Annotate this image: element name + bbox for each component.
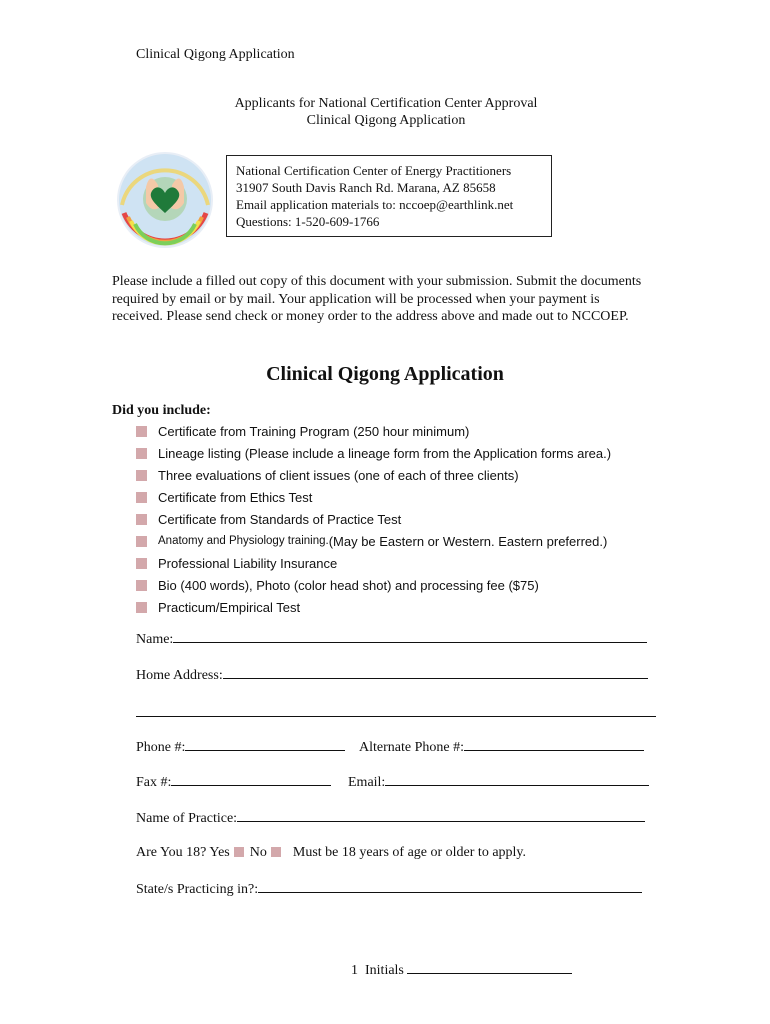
document-header-title: Clinical Qigong Application (136, 47, 295, 62)
age-question: Are You 18? Yes (136, 845, 230, 860)
checklist (136, 421, 611, 618)
center-heading (0, 95, 770, 129)
contact-info-box (226, 155, 552, 237)
address-field (136, 666, 648, 684)
checklist-item[interactable]: Professional Liability Insurance (136, 552, 611, 574)
alt-phone-field (359, 738, 644, 756)
address-input[interactable] (223, 666, 648, 679)
phone-input[interactable] (185, 738, 345, 751)
contact-address: 31907 South Davis Ranch Rd. Marana, AZ 85658 (236, 180, 496, 195)
age-no-label: No (249, 845, 267, 860)
alt-phone-label: Alternate Phone #: (359, 740, 464, 755)
fax-label: Fax #: (136, 775, 172, 790)
checklist-item[interactable]: Bio (400 words), Photo (color head shot) and processing fee ($75) (136, 574, 611, 596)
age-field (136, 845, 526, 861)
checkbox-icon[interactable] (136, 602, 147, 613)
checklist-item[interactable]: Three evaluations of client issues (one of each of three clients) (136, 465, 611, 487)
state-input[interactable] (258, 880, 642, 893)
checkbox-icon[interactable] (136, 580, 147, 591)
checklist-item[interactable]: Certificate from Ethics Test (136, 487, 611, 509)
practice-label: Name of Practice: (136, 811, 238, 826)
email-input[interactable] (385, 773, 649, 786)
no-checkbox[interactable] (271, 847, 281, 857)
email-field (348, 773, 649, 791)
contact-email: Email application materials to: nccoep@earthlink.net (236, 197, 514, 212)
phone-field (136, 738, 345, 756)
address-label: Home Address: (136, 668, 223, 683)
address-input-line2[interactable] (136, 716, 656, 717)
page-footer (351, 961, 572, 979)
initials-input[interactable] (407, 961, 572, 974)
yes-checkbox[interactable] (234, 847, 244, 857)
initials-label: Initials (365, 963, 404, 978)
fax-input[interactable] (171, 773, 331, 786)
checkbox-icon[interactable] (136, 448, 147, 459)
alt-phone-input[interactable] (464, 738, 644, 751)
checklist-item[interactable]: Anatomy and Physiology training. (May be Eastern or Western. Eastern preferred.) (136, 530, 611, 552)
intro-paragraph: Please include a filled out copy of this document with your submission. Submit the documents required by email or by mail. Your application will be processed when your payment is received. Please send check or money order to the address above and made out to NCCOEP. (112, 274, 642, 324)
contact-questions: Questions: 1-520-609-1766 (236, 214, 380, 229)
name-field (136, 630, 647, 648)
checklist-item[interactable]: Certificate from Standards of Practice Test (136, 509, 611, 531)
name-input[interactable] (173, 630, 647, 643)
organization-logo (116, 151, 214, 249)
name-label: Name: (136, 632, 174, 647)
checkbox-icon[interactable] (136, 470, 147, 481)
center-heading-line1: Applicants for National Certification Center Approval (234, 96, 538, 111)
practice-input[interactable] (237, 809, 645, 822)
phone-label: Phone #: (136, 740, 186, 755)
checklist-title: Did you include: (112, 403, 211, 418)
practice-field (136, 809, 645, 827)
checklist-item[interactable]: Practicum/Empirical Test (136, 596, 611, 618)
checkbox-icon[interactable] (136, 514, 147, 525)
checkbox-icon[interactable] (136, 426, 147, 437)
checklist-item[interactable]: Certificate from Training Program (250 hour minimum) (136, 421, 611, 443)
state-field (136, 880, 642, 898)
page-number: 1 (351, 963, 358, 978)
age-note: Must be 18 years of age or older to apply. (292, 845, 527, 860)
main-heading: Clinical Qigong Application (266, 363, 504, 385)
checkbox-icon[interactable] (136, 492, 147, 503)
checkbox-icon[interactable] (136, 536, 147, 547)
email-label: Email: (348, 775, 386, 790)
center-heading-line2: Clinical Qigong Application (306, 113, 466, 128)
fax-field (136, 773, 331, 791)
checklist-item[interactable]: Lineage listing (Please include a lineage form from the Application forms area.) (136, 443, 611, 465)
state-label: State/s Practicing in?: (136, 882, 259, 897)
checkbox-icon[interactable] (136, 558, 147, 569)
contact-org: National Certification Center of Energy Practitioners (236, 163, 512, 178)
